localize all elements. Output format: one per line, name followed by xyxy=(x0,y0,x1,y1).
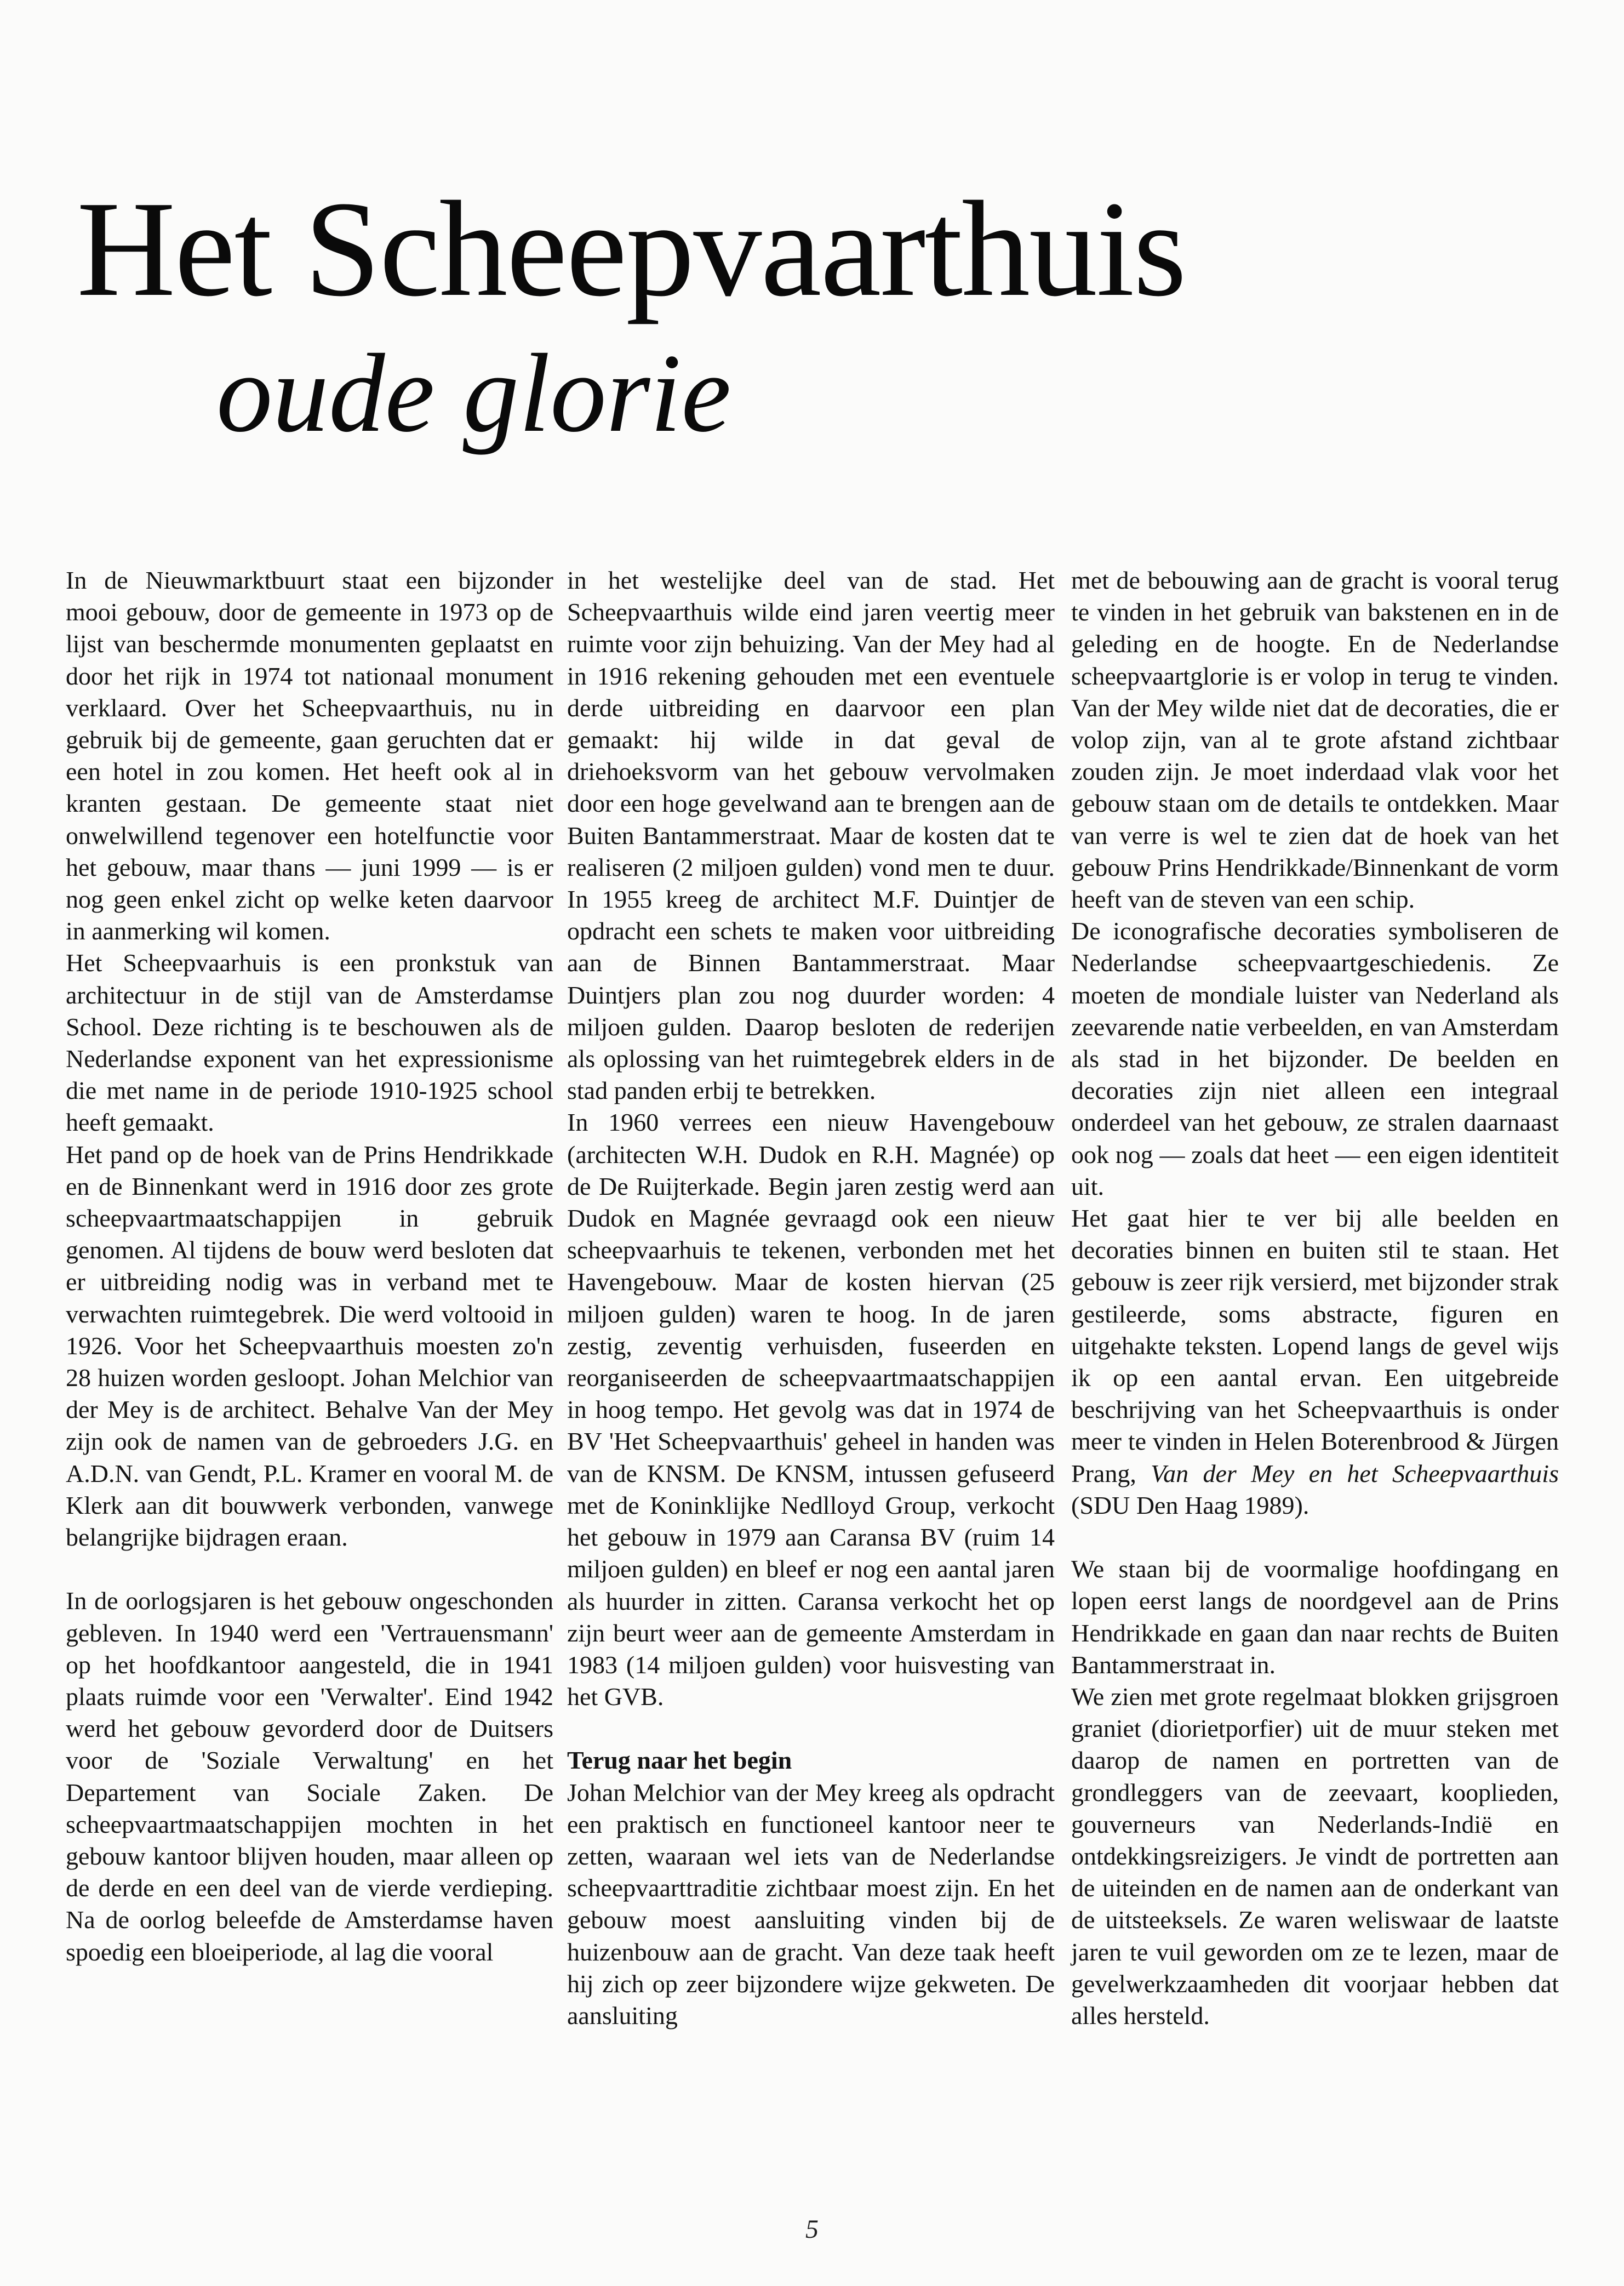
page-title: Het Scheepvaarthuis xyxy=(77,173,1186,325)
paragraph-spacer xyxy=(567,1713,1055,1745)
paragraph-text: (SDU Den Haag 1989). xyxy=(1071,1491,1310,1519)
paragraph: We staan bij de voormalige hoofdingang en lopen eerst langs de noordgevel aan de Prins Hendrikkade en gaan dan naar rechts de Buiten Bantammerstraat in. xyxy=(1071,1555,1559,1679)
paragraph-spacer xyxy=(66,1553,553,1585)
paragraph xyxy=(1071,1202,1559,1521)
text-column-1 xyxy=(66,565,553,1968)
book-title: Van der Mey en het Scheepvaarthuis xyxy=(1151,1459,1559,1487)
paragraph-spacer xyxy=(1071,1521,1559,1553)
paragraph: In de oorlogsjaren is het gebouw ongeschonden gebleven. In 1940 werd een 'Vertrauensmann' op het hoofdkantoor aangesteld, die in 1941 plaats ruimde voor een 'Verwalter'. Eind 1942 werd het gebouw gevorderd door de Duitsers voor de 'Soziale Verwaltung' en het Departement van Sociale Zaken. De scheepvaartmaatschappijen mochten in het gebouw kantoor blijven houden, maar alleen op de derde en een deel van de vierde verdieping. Na de oorlog beleefde de Amsterdamse haven spoedig een bloeiperiode, al lag die vooral xyxy=(66,1587,553,1966)
paragraph: In de Nieuwmarktbuurt staat een bijzonder mooi gebouw, door de gemeente in 1973 op de lijst van beschermde monumenten geplaatst en door het rijk in 1974 tot nationaal monument verklaard. Over het Scheepvaarthuis, nu in gebruik bij de gemeente, gaan geruchten dat er een hotel in zou komen. Het heeft ook al in kranten gestaan. De gemeente staat niet onwelwillend tegenover een hotelfunctie voor het gebouw, maar thans — juni 1999 — is er nog geen enkel zicht op welke keten daarvoor in aanmerking wil komen. xyxy=(66,566,553,945)
paragraph: De iconografische decoraties symboliseren de Nederlandse scheepvaartgeschiedenis. Ze moeten de mondiale luister van Nederland als zeevarende natie verbeelden, en van Amsterdam als stad in het bijzonder. De beelden en decoraties zijn niet alleen een integraal onderdeel van het gebouw, ze stralen daarnaast ook nog — zoals dat heet — een eigen identiteit uit. xyxy=(1071,917,1559,1200)
paragraph: met de bebouwing aan de gracht is vooral terug te vinden in het gebruik van bakstenen en in de geleding en de hoogte. En de Nederlandse scheepvaartglorie is er volop in terug te vinden. Van der Mey wilde niet dat de decoraties, die er volop zijn, van al te grote afstand zichtbaar zouden zijn. Je moet inderdaad vlak voor het gebouw staan om de details te ontdekken. Maar van verre is wel te zien dat de hoek van het gebouw Prins Hendrikkade/Binnenkant de vorm heeft van de steven van een schip. xyxy=(1071,566,1559,914)
text-column-2 xyxy=(567,565,1055,2032)
paragraph: Johan Melchior van der Mey kreeg als opdracht een praktisch en functioneel kantoor neer te zetten, waaraan wel iets van de Nederlandse scheepvaarttraditie zichtbaar moest zijn. En het gebouw moest aansluiting vinden bij de huizenbouw aan de gracht. Van deze taak heeft hij zich op zeer bijzondere wijze gekweten. De aansluiting xyxy=(567,1778,1055,2030)
paragraph: Het Scheepvaarhuis is een pronkstuk van architectuur in de stijl van de Amsterdamse School. Deze richting is te beschouwen als de Nederlandse exponent van het expressionisme die met name in de periode 1910-1925 school heeft gemaakt. xyxy=(66,949,553,1137)
paragraph: In 1960 verrees een nieuw Havengebouw (architecten W.H. Dudok en R.H. Magnée) op de De Ruijterkade. Begin jaren zestig werd aan Dudok en Magnée gevraagd ook een nieuw scheepvaarhuis te tekenen, verbonden met het Havengebouw. Maar de kosten hiervan (25 miljoen gulden) waren te hoog. In de jaren zestig, zeventig verhuisden, fuseerden en reorganiseerden de scheepvaartmaatschappijen in hoog tempo. Het gevolg was dat in 1974 de BV 'Het Scheepvaarthuis' geheel in handen was van de KNSM. De KNSM, intussen gefuseerd met de Koninklijke Nedlloyd Group, verkocht het gebouw in 1979 aan Caransa BV (ruim 14 miljoen gulden) en bleef er nog een aantal jaren als huurder in zitten. Caransa verkocht het op zijn beurt weer aan de gemeente Amsterdam in 1983 (14 miljoen gulden) voor huisvesting van het GVB. xyxy=(567,1108,1055,1711)
page-subtitle: oude glorie xyxy=(216,331,731,455)
paragraph: Het pand op de hoek van de Prins Hendrikkade en de Binnenkant werd in 1916 door zes grote scheepvaartmaatschappijen in gebruik genomen. Al tijdens de bouw werd besloten dat er uitbreiding nodig was in verband met te verwachten ruimtegebrek. Die werd voltooid in 1926. Voor het Scheepvaarthuis moesten zo'n 28 huizen worden gesloopt. Johan Melchior van der Mey is de architect. Behalve Van der Mey zijn ook de namen van de gebroeders J.G. en A.D.N. van Gendt, P.L. Kramer en vooral M. de Klerk aan dit bouwwerk verbonden, vanwege belangrijke bijdragen eraan. xyxy=(66,1140,553,1552)
paragraph: We zien met grote regelmaat blokken grijsgroen graniet (diorietporfier) uit de muur steken met daarop de namen en portretten van de grondleggers van de zeevaart, kooplieden, gouverneurs van Nederlands-Indië en ontdekkingsreizigers. Je vindt de portretten aan de uiteinden en de namen aan de onderkant van de uitsteeksels. Ze waren weliswaar de laatste jaren te vuil geworden om ze te lezen, maar de gevelwerkzaamheden dit voorjaar hebben dat alles hersteld. xyxy=(1071,1682,1559,2030)
section-subheading: Terug naar het begin xyxy=(567,1746,792,1775)
paragraph-text: Het gaat hier te ver bij alle beelden en decoraties binnen en buiten stil te staan. Het gebouw is zeer rijk versierd, met bijzonder strak gestileerde, soms abstracte, figuren en uitgehakte teksten. Lopend langs de gevel wijs ik op een aantal ervan. Een uitgebreide beschrijving van het Scheepvaarthuis is onder meer te vinden in Helen Boterenbrood & Jürgen Prang, xyxy=(1071,1204,1559,1487)
text-column-3 xyxy=(1071,565,1559,2032)
paragraph: in het westelijke deel van de stad. Het Scheepvaarthuis wilde eind jaren veertig meer ruimte voor zijn behuizing. Van der Mey had al in 1916 rekening gehouden met een eventuele derde uitbreiding en daarvoor een plan gemaakt: hij wilde in dat geval de driehoeksvorm van het gebouw vervolmaken door een hoge gevelwand aan te brengen aan de Buiten Bantammerstraat. Maar de kosten dat te realiseren (2 miljoen gulden) vond men te duur. In 1955 kreeg de architect M.F. Duintjer de opdracht een schets te maken voor uitbreiding aan de Binnen Bantammerstraat. Maar Duintjers plan zou nog duurder worden: 4 miljoen gulden. Daarop besloten de rederijen als oplossing van het ruimtegebrek elders in de stad panden erbij te betrekken. xyxy=(567,566,1055,1105)
page-number: 5 xyxy=(805,2215,819,2244)
